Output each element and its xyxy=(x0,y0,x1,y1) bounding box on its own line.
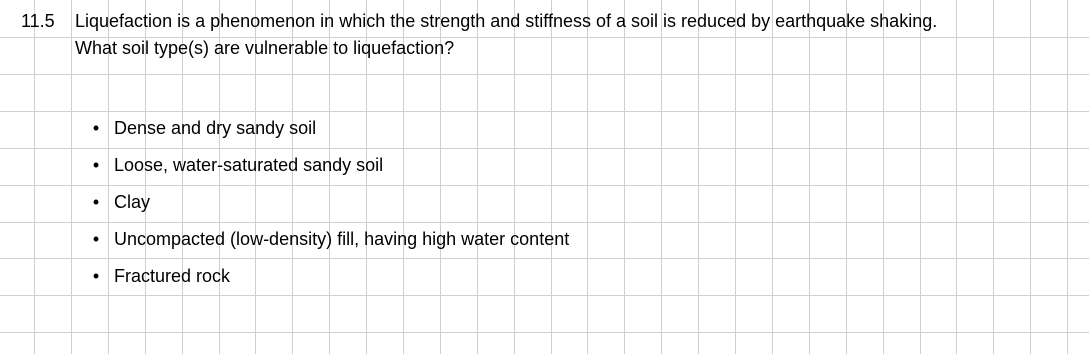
bullet-icon: • xyxy=(92,192,100,212)
question-text-line-2: What soil type(s) are vulnerable to liquefaction? xyxy=(75,38,455,58)
question-number: 11.5 xyxy=(21,11,55,31)
answer-option-label: Fractured rock xyxy=(114,266,231,286)
answer-option-label: Dense and dry sandy soil xyxy=(114,118,317,138)
answer-option-label: Loose, water-saturated sandy soil xyxy=(114,155,384,175)
bullet-icon: • xyxy=(92,118,100,138)
bullet-icon: • xyxy=(92,266,100,286)
answer-option-label: Uncompacted (low-density) fill, having high water content xyxy=(114,229,570,249)
bullet-icon: • xyxy=(92,155,100,175)
question-text-line-1: Liquefaction is a phenomenon in which the strength and stiffness of a soil is reduced by earthquake shaking. xyxy=(75,11,938,31)
answer-option-label: Clay xyxy=(114,192,151,212)
bullet-icon: • xyxy=(92,229,100,249)
